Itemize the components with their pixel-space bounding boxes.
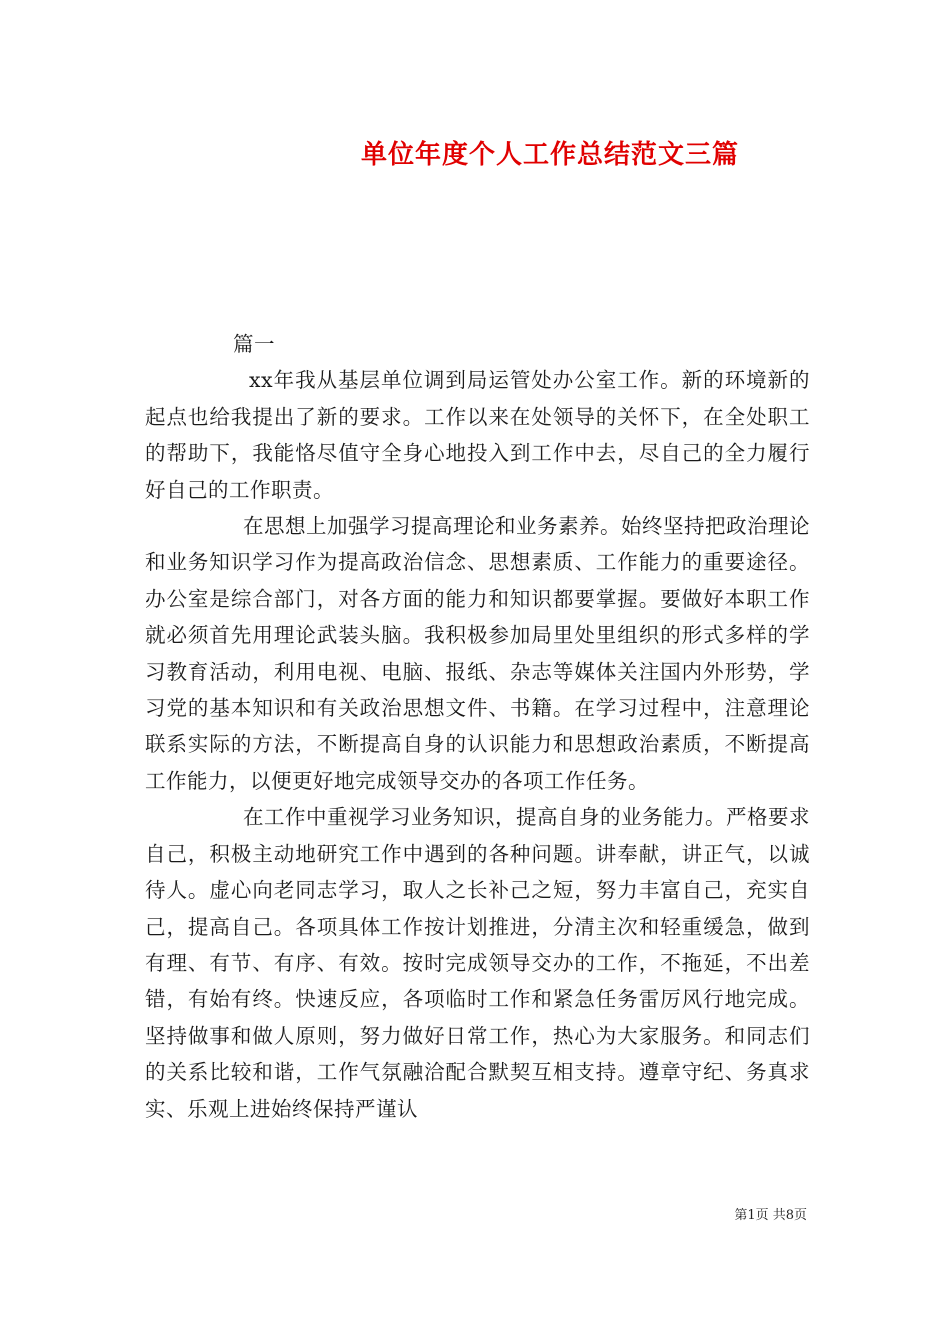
paragraph-2: 在思想上加强学习提高理论和业务素养。始终坚持把政治理论和业务知识学习作为提高政治信念、思想素质、工作能力的重要途径。办公室是综合部门，对各方面的能力和知识都要掌握。要做好本职工作就必须首先用理论武装头脑。我积极参加局里处里组织的形式多样的学习教育活动，利用电视、电脑、报纸、杂志等媒体关注国内外形势，学习党的基本知识和有关政治思想文件、书籍。在学习过程中，注意理论联系实际的方法，不断提高自身的认识能力和思想政治素质，不断提高工作能力，以便更好地完成领导交办的各项工作任务。 — [145, 514, 810, 793]
document-title: 单位年度个人工作总结范文三篇 — [360, 140, 739, 170]
document-body — [145, 326, 810, 1127]
section-label: 篇一 — [233, 332, 275, 356]
page-number: 第1页 共8页 — [734, 1208, 807, 1223]
paragraph-3: 在工作中重视学习业务知识，提高自身的业务能力。严格要求自己，积极主动地研究工作中遇到的各种问题。讲奉献，讲正气，以诚待人。虚心向老同志学习，取人之长补己之短，努力丰富自己，充实自己，提高自己。各项具体工作按计划推进，分清主次和轻重缓急，做到有理、有节、有序、有效。按时完成领导交办的工作，不拖延，不出差错，有始有终。快速反应，各项临时工作和紧急任务雷厉风行地完成。坚持做事和做人原则，努力做好日常工作，热心为大家服务。和同志们的关系比较和谐，工作气氛融洽配合默契互相支持。遵章守纪、务真求实、乐观上进始终保持严谨认 — [145, 805, 810, 1121]
paragraph-1: xx年我从基层单位调到局运管处办公室工作。新的环境新的起点也给我提出了新的要求。工作以来在处领导的关怀下，在全处职工的帮助下，我能恪尽值守全身心地投入到工作中去，尽自己的全力履行好自己的工作职责。 — [145, 368, 810, 502]
